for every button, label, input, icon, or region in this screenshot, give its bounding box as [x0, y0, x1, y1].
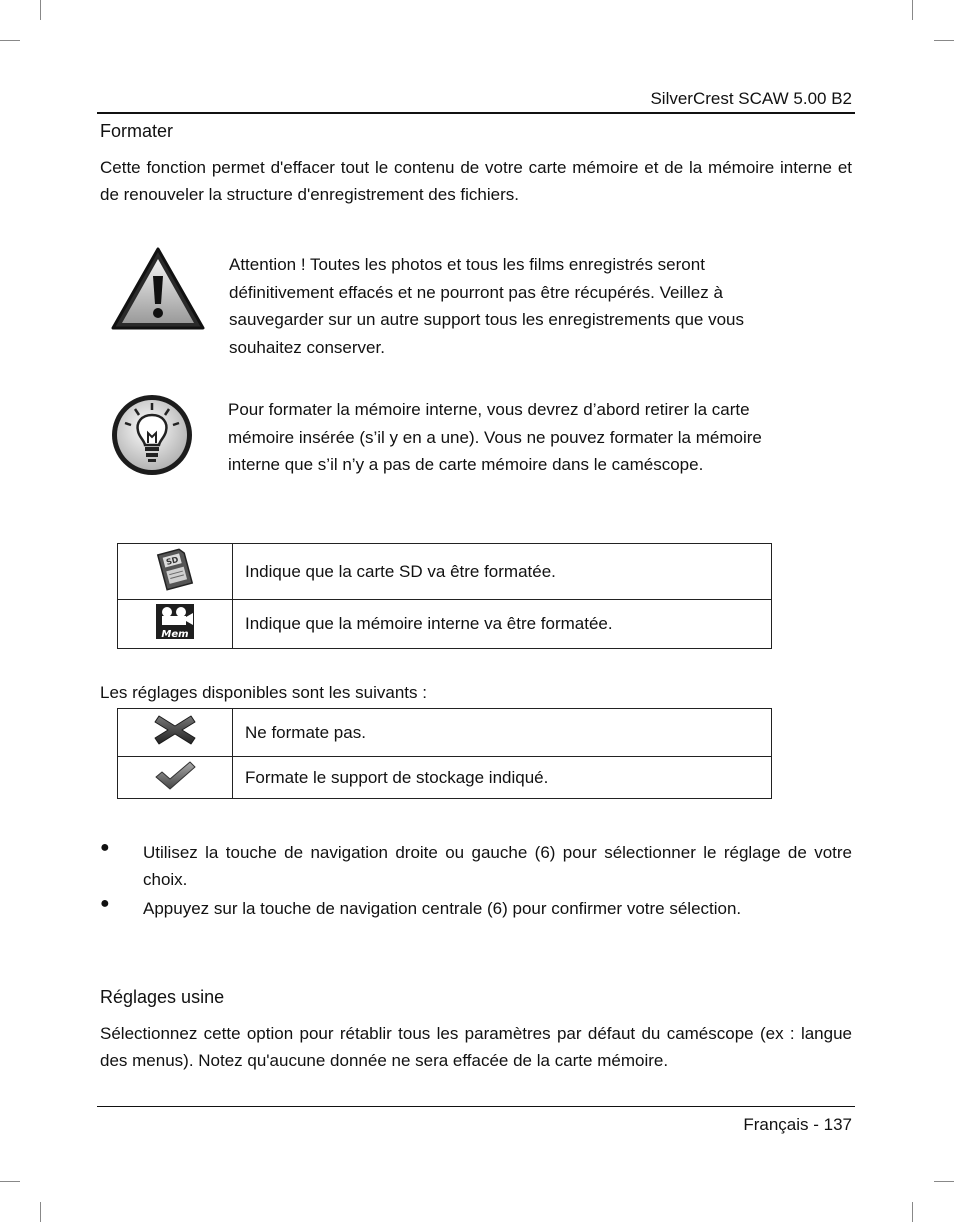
- cross-icon: [118, 709, 233, 757]
- checkmark-icon: [118, 757, 233, 799]
- reglages-usine-paragraph: Sélectionnez cette option pour rétablir tous les paramètres par défaut du caméscope (ex : langue des menus). Notez qu'aucune donnée ne sera effacée de la carte mémoire.: [100, 1024, 852, 1070]
- table-row: [118, 544, 772, 600]
- page-number: Français - 137: [743, 1115, 852, 1134]
- crop-mark: [40, 0, 41, 20]
- formater-intro-paragraph: Cette fonction permet d'effacer tout le contenu de votre carte mémoire et de la mémoire interne et de renouveler la structure d'enregistrement des fichiers.: [100, 158, 852, 204]
- no-format-description: Ne formate pas.: [233, 709, 772, 757]
- settings-intro: Les réglages disponibles sont les suivants :: [100, 683, 427, 702]
- header-rule: [97, 112, 855, 114]
- footer-rule: [97, 1106, 855, 1107]
- bullet-text: Utilisez la touche de navigation droite ou gauche (6) pour sélectionner le réglage de votre choix.: [143, 843, 852, 889]
- crop-mark: [934, 40, 954, 41]
- list-item: [100, 839, 852, 893]
- crop-mark: [0, 1181, 20, 1182]
- tip-note-text: Pour formater la mémoire interne, vous devrez d’abord retirer la carte mémoire insérée (s’il y en a une). Vous ne pouvez formater la mémoire interne que s’il n’y a pas de carte mémoire dans le caméscope.: [228, 400, 762, 474]
- storage-media-table: [117, 543, 772, 649]
- sd-card-description: Indique que la carte SD va être formatée.: [233, 544, 772, 600]
- list-item: [100, 895, 852, 922]
- format-description: Formate le support de stockage indiqué.: [233, 757, 772, 799]
- warning-triangle-icon: [110, 246, 206, 337]
- bullet-text: Appuyez sur la touche de navigation centrale (6) pour confirmer votre sélection.: [143, 899, 742, 918]
- lightbulb-icon: [110, 393, 196, 484]
- table-row: [118, 757, 772, 799]
- crop-mark: [40, 1202, 41, 1222]
- svg-text:SD: SD: [165, 554, 180, 567]
- crop-mark: [934, 1181, 954, 1182]
- document-header-title: SilverCrest SCAW 5.00 B2: [650, 89, 852, 108]
- table-row: [118, 709, 772, 757]
- internal-memory-description: Indique que la mémoire interne va être formatée.: [233, 600, 772, 649]
- crop-mark: [0, 40, 20, 41]
- bullet-icon: ●: [100, 839, 110, 856]
- settings-table: [117, 708, 772, 799]
- internal-memory-icon-label: Mem: [161, 628, 189, 640]
- table-row: [118, 600, 772, 649]
- crop-mark: [912, 1202, 913, 1222]
- crop-mark: [912, 0, 913, 20]
- sd-card-icon: [118, 544, 233, 600]
- warning-note-text: Attention ! Toutes les photos et tous les films enregistrés seront définitivement effacés et ne pourront pas être récupérés. Veillez à sauvegarder sur un autre support tous les enregistrements que vous souhaitez conserver.: [229, 255, 745, 357]
- bullet-icon: ●: [100, 895, 110, 912]
- section-title-reglages-usine: Réglages usine: [100, 987, 225, 1007]
- section-title-formater: Formater: [100, 121, 174, 141]
- internal-memory-icon: [118, 600, 233, 649]
